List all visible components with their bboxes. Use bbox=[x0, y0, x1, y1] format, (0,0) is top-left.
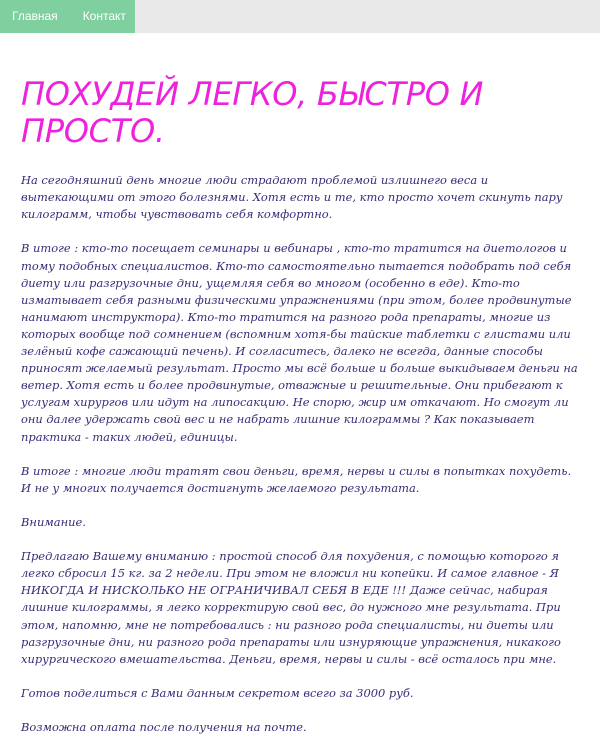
nav-link-home[interactable]: Главная bbox=[12, 9, 58, 23]
paragraph-payment: Возможна оплата после получения на почте. bbox=[21, 720, 307, 735]
main-content bbox=[21, 76, 581, 753]
paragraph-attention: Внимание. bbox=[21, 514, 86, 529]
paragraph-methods: В итоге : кто-то посещает семинары и вебинары , кто-то тратится на диетологов и тому подобных специалистов. Кто-то самостоятельно пытается подобрать под себя диету или разгрузочные дни, ущемляя себя во многом (особенно в еде). Кто-то изматывает себя разными физическими упражнениями (при этом, более продвинутые нанимают инструктора). Кто-то тратится на разного рода препараты, многие из которых вообще под сомнением (вспомним хотя-бы тайские таблетки с глистами или зелёный кофе сажающий печень). И согласитесь, далеко не всегда, данные способы приносят желаемый результат. Просто мы всё больше и больше выкидываем деньги на ветер. Хотя есть и более продвинутые, отважные и решительные. Они прибегают к услугам хирургов или идут на липосакцию. Не спорю, жир им откачают. Но смогут ли они далее удержать свой вес и не набрать лишние килограммы ? Как показывает практика - таких людей, единицы. bbox=[21, 241, 578, 444]
paragraph-offer: Предлагаю Вашему вниманию : простой способ для похудения, с помощью которого я легко сбросил 15 кг. за 2 недели. При этом не вложил ни копейки. И самое главное - Я НИКОГДА И НИСКОЛЬКО НЕ ОГРАНИЧИВАЛ СЕБЯ В ЕДЕ !!! Даже сейчас, набирая лишние килограммы, я легко корректирую свой вес, до нужного мне результата. При этом, напомню, мне не потребовались : ни разного рода специалисты, ни диеты или разгрузочные дни, ни разного рода препараты или изнуряющие упражнения, никакого хирургического вмешательства. Деньги, время, нервы и силы - всё осталось при мне. bbox=[21, 549, 561, 666]
paragraph-conclusion: В итоге : многие люди тратят свои деньги, время, нервы и силы в попытках похудеть. И не у многих получается достигнуть желаемого результата. bbox=[21, 463, 572, 495]
paragraph-intro: На сегодняшний день многие люди страдают проблемой излишнего веса и вытекающими от этого болезнями. Хотя есть и те, кто просто хочет скинуть пару килограмм, чтобы чувствовать себя комфортно. bbox=[21, 173, 563, 222]
main-menu bbox=[0, 0, 135, 33]
paragraph-price: Готов поделиться с Вами данным секретом всего за 3000 руб. bbox=[21, 685, 414, 700]
page-title: ПОХУДЕЙ ЛЕГКО, БЫСТРО И ПРОСТО. bbox=[21, 75, 484, 150]
article-text bbox=[21, 155, 581, 753]
top-navigation-bar bbox=[0, 0, 600, 33]
nav-link-contact[interactable]: Контакт bbox=[82, 9, 126, 23]
